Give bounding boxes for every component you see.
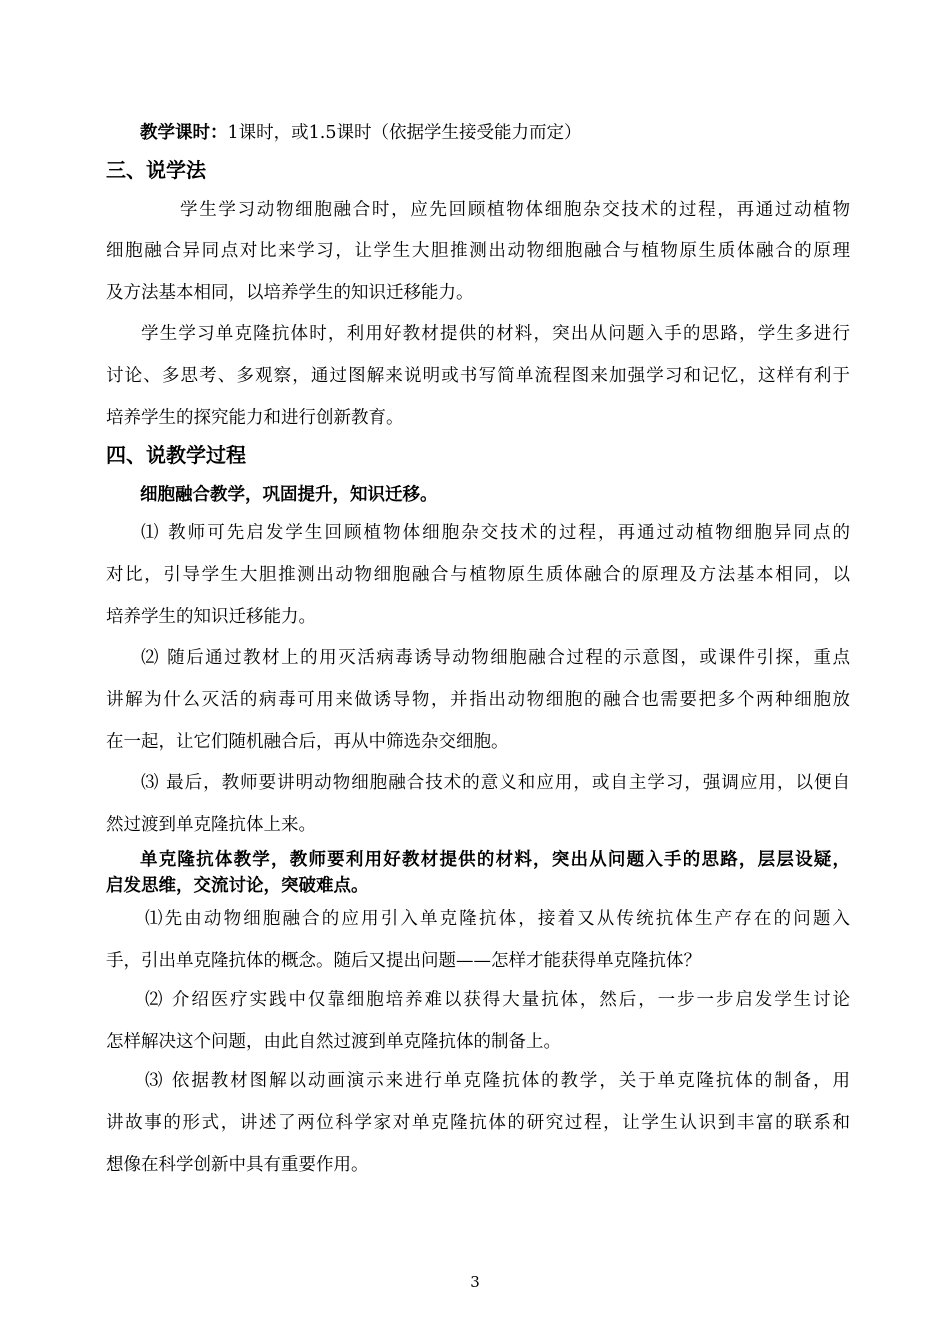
paragraph-line: ⑵ 随后通过教材上的用灭活病毒诱导动物细胞融合过程的示意图，或课件引探，重点 (141, 648, 850, 668)
section-3-line: 学生学习单克隆抗体时，利用好教材提供的材料，突出从问题入手的思路，学生多进行 (141, 324, 850, 344)
paragraph-line: 想像在科学创新中具有重要作用。 (106, 1155, 369, 1175)
paragraph-line: 对比，引导学生大胆推测出动物细胞融合与植物原生质体融合的原理及方法基本相同，以 (106, 565, 850, 585)
section-3-line: 及方法基本相同，以培养学生的知识迁移能力。 (106, 283, 474, 303)
paragraph-line: 怎样解决这个问题，由此自然过渡到单克隆抗体的制备上。 (106, 1032, 561, 1052)
paragraph-line: ⑴先由动物细胞融合的应用引入单克隆抗体，接着又从传统抗体生产存在的问题入 (145, 909, 850, 929)
paragraph-line: ⑴ 教师可先启发学生回顾植物体细胞杂交技术的过程，再通过动植物细胞异同点的 (141, 523, 850, 543)
paragraph-line: ⑵ 介绍医疗实践中仅靠细胞培养难以获得大量抗体，然后，一步一步启发学生讨论 (145, 990, 850, 1010)
paragraph-line: 讲解为什么灭活的病毒可用来做诱导物，并指出动物细胞的融合也需要把多个两种细胞放 (106, 690, 850, 710)
section-3-line: 学生学习动物细胞融合时，应先回顾植物体细胞杂交技术的过程，再通过动植物 (180, 200, 850, 220)
lesson-time-label: 教学课时： (140, 123, 228, 143)
paragraph-line: 手，引出单克隆抗体的概念。随后又提出问题——怎样才能获得单克隆抗体？ (106, 951, 701, 971)
paragraph-line: ⑶ 最后，教师要讲明动物细胞融合技术的意义和应用，或自主学习，强调应用，以便自 (141, 773, 850, 793)
section-3-line: 培养学生的探究能力和进行创新教育。 (106, 408, 404, 428)
subheading-cell-fusion: 细胞融合教学，巩固提升，知识迁移。 (140, 485, 438, 505)
subheading-monoclonal: 启发思维，交流讨论，突破难点。 (106, 876, 369, 896)
section-3-line: 讨论、多思考、多观察，通过图解来说明或书写简单流程图来加强学习和记忆，这样有利于 (106, 366, 850, 386)
paragraph-line: 然过渡到单克隆抗体上来。 (106, 815, 316, 835)
paragraph-line: ⑶ 依据教材图解以动画演示来进行单克隆抗体的教学，关于单克隆抗体的制备，用 (145, 1071, 850, 1091)
lesson-time-text: 1课时，或1.5课时（依据学生接受能力而定） (227, 123, 582, 143)
lesson-time (140, 121, 884, 145)
paragraph-line: 培养学生的知识迁移能力。 (106, 607, 316, 627)
subheading-monoclonal: 单克隆抗体教学，教师要利用好教材提供的材料，突出从问题入手的思路，层层设疑， (140, 850, 850, 870)
paragraph-line: 讲故事的形式，讲述了两位科学家对单克隆抗体的研究过程，让学生认识到丰富的联系和 (106, 1113, 850, 1133)
section-3-line: 细胞融合异同点对比来学习，让学生大胆推测出动物细胞融合与植物原生质体融合的原理 (106, 241, 850, 261)
page-number: 3 (470, 1273, 480, 1291)
section-3-heading: 三、说学法 (106, 158, 206, 182)
section-4-heading: 四、说教学过程 (106, 443, 246, 467)
paragraph-line: 在一起，让它们随机融合后，再从中筛选杂交细胞。 (106, 732, 509, 752)
